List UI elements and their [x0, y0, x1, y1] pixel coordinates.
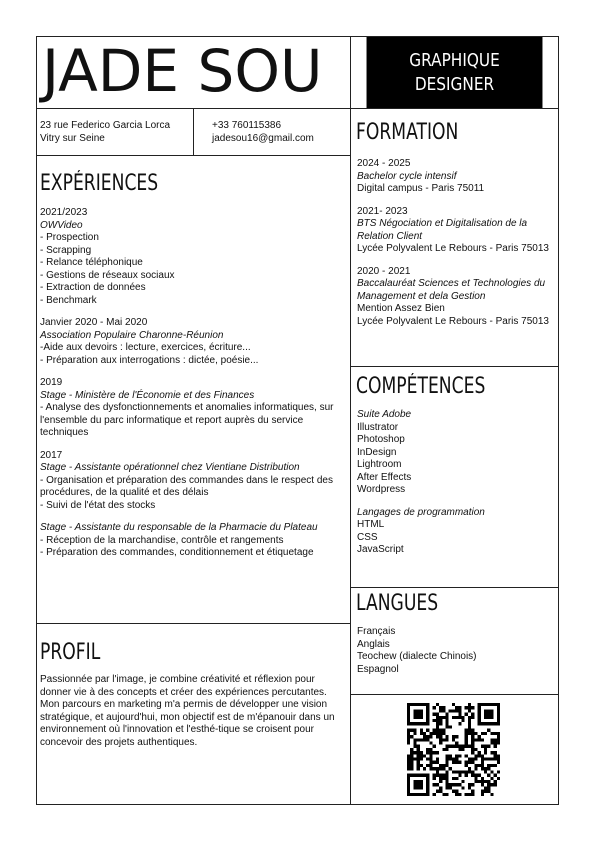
experience-line: - Préparation des commandes, conditionnement et étiquetage — [40, 547, 314, 558]
experience-line: - Extraction de données — [40, 282, 146, 293]
experience-title: Stage - Assistante opérationnel chez Vientiane Distribution — [40, 462, 300, 473]
formation-item — [357, 266, 557, 329]
skill-item: Photoshop — [357, 434, 405, 445]
langues-heading: LANGUES — [356, 591, 439, 616]
job-title-line2: DESIGNER — [414, 74, 495, 95]
experience-line: - Gestions de réseaux sociaux — [40, 269, 175, 281]
prog-group — [357, 507, 557, 557]
experience-item — [40, 377, 345, 440]
experience-date: Janvier 2020 - Mai 2020 — [40, 317, 148, 328]
formation-divider — [350, 366, 559, 367]
skill-item: JavaScript — [357, 544, 404, 555]
profil-text: Passionnée par l'image, je combine créativité et réflexion pour donner vie à des concepts et créer des expériences percutantes. Mon parcours en marketing m'a permis de développer une vision stratégique, et aujourd'hui, mon objectif est de m'épanouir dans un environnement où l'innovation et l'esthé-tique se croisent pour concevoir des projets authentiques. — [40, 674, 335, 748]
experience-title: Association Populaire Charonne-Réunion — [40, 329, 224, 341]
skill-item: Wordpress — [357, 484, 406, 495]
experience-title: Stage - Assistante du responsable de la Pharmacie du Plateau — [40, 522, 318, 533]
skill-item: CSS — [357, 531, 378, 543]
formation-date: 2024 - 2025 — [357, 158, 411, 169]
experiences-heading: EXPÉRIENCES — [40, 171, 159, 196]
job-title-box — [367, 37, 543, 108]
formation-mention: Mention Assez Bien — [357, 303, 445, 314]
profil-divider — [36, 623, 351, 624]
formation-title: Bachelor cycle intensif — [357, 170, 457, 182]
experience-line: - Relance téléphonique — [40, 257, 143, 268]
skill-item: Lightroom — [357, 459, 402, 470]
formation-list — [357, 158, 557, 338]
experience-line: - Analyse des dysfonctionnements et anomalies informatiques, sur l'ensemble du parc informatique et report auprès du service techniques — [40, 402, 334, 438]
formation-school: Lycée Polyvalent Le Rebours - Paris 75013 — [357, 243, 549, 254]
competences-list — [357, 409, 557, 567]
experience-item — [40, 450, 345, 513]
experience-date: 2017 — [40, 449, 63, 461]
formation-heading: FORMATION — [356, 120, 459, 145]
contact-bottom-divider — [36, 155, 351, 156]
langues-divider — [350, 694, 559, 695]
experience-date: 2019 — [40, 377, 63, 388]
experience-line: - Benchmark — [40, 294, 97, 306]
address-line2: Vitry sur Seine — [40, 132, 105, 144]
profil-heading: PROFIL — [40, 640, 101, 665]
contact-divider — [193, 108, 194, 155]
skill-item: InDesign — [357, 446, 397, 458]
column-divider — [350, 36, 351, 805]
formation-title: Baccalauréat Sciences et Technologies du Management et dela Gestion — [357, 278, 546, 302]
experience-item — [40, 317, 345, 367]
email: jadesou16@gmail.com — [212, 132, 314, 144]
experience-item — [40, 522, 345, 560]
competences-divider — [350, 587, 559, 588]
phone: +33 760115386 — [212, 120, 282, 131]
experience-item — [40, 207, 345, 307]
address — [40, 120, 170, 145]
formation-date: 2020 - 2021 — [357, 265, 411, 277]
experience-line: procédures, de la qualité et des délais — [40, 487, 209, 498]
experience-line: - Réception de la marchandise, contrôle et rangements — [40, 534, 284, 546]
experience-title: OWVideo — [40, 219, 83, 231]
formation-item — [357, 158, 557, 196]
address-line1: 23 rue Federico Garcia Lorca — [40, 120, 171, 131]
experience-line: - Suivi de l'état des stocks — [40, 499, 156, 511]
formation-school: Digital campus - Paris 75011 — [357, 183, 485, 194]
header-divider — [36, 108, 559, 109]
formation-title: BTS Négociation et Digitalisation de la Relation Client — [357, 218, 528, 242]
experience-line: - Organisation et préparation des commandes dans le respect des — [40, 474, 333, 486]
language-item: Anglais — [357, 638, 390, 650]
language-item: Français — [357, 626, 396, 637]
experience-date: 2021/2023 — [40, 207, 88, 218]
skill-item: HTML — [357, 519, 385, 530]
prog-title: Langages de programmation — [357, 506, 485, 518]
adobe-group — [357, 409, 557, 497]
experience-title: Stage - Ministère de l'Économie et des Finances — [40, 389, 255, 401]
contact-info — [212, 120, 314, 145]
skill-item: Illustrator — [357, 421, 399, 433]
experience-line: - Scrapping — [40, 244, 92, 256]
language-item: Espagnol — [357, 663, 399, 675]
candidate-name: JADE SOU — [42, 37, 323, 105]
competences-heading: COMPÉTENCES — [356, 374, 486, 399]
formation-date: 2021- 2023 — [357, 205, 408, 217]
job-title-line1: GRAPHIQUE — [409, 50, 500, 71]
langues-list — [357, 626, 557, 676]
experiences-list — [40, 207, 345, 570]
formation-school: Lycée Polyvalent Le Rebours - Paris 75013 — [357, 315, 549, 327]
language-item: Teochew (dialecte Chinois) — [357, 651, 477, 662]
qr-code-icon — [407, 703, 500, 796]
experience-line: -Aide aux devoirs : lecture, exercices, écriture... — [40, 342, 251, 353]
experience-line: - Préparation aux interrogations : dictée, poésie... — [40, 354, 259, 366]
formation-item — [357, 206, 557, 256]
adobe-title: Suite Adobe — [357, 409, 412, 420]
skill-item: After Effects — [357, 471, 412, 483]
experience-line: - Prospection — [40, 232, 99, 243]
